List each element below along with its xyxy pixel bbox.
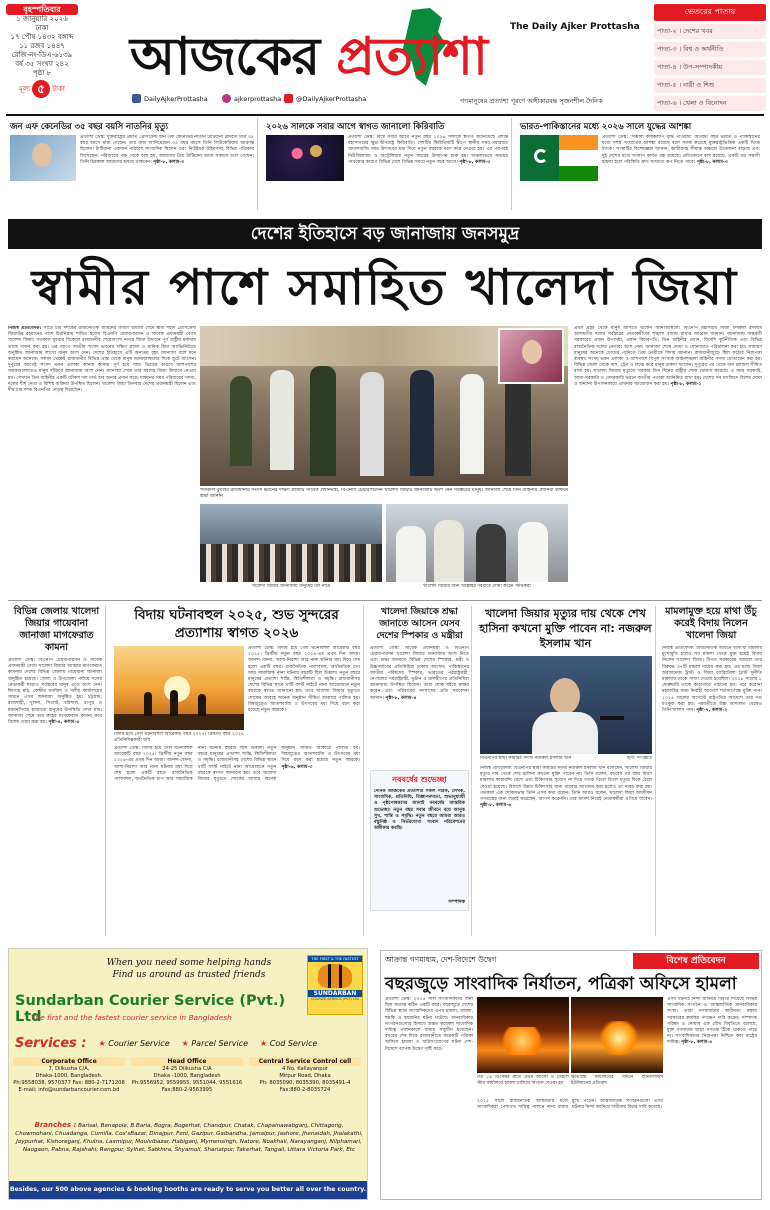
youtube-icon [284, 94, 293, 103]
instagram-link[interactable] [222, 94, 281, 103]
story-body: প্রত্যাশা ডেস্ক: সাবেক প্রধানমন্ত্রী ও বিএনপি চেয়ারপারসন খালেদা জিয়ার জানাজায় অংশ নিতে এবং শ্রদ্ধা জানাতে বিভিন্ন দেশের স্পিকার, মন্ত্রী ও উচ্চপর্যায়ের প্রতিনিধিরা ঢাকায় আসেন। পাকিস্তানের জাতীয় পরিষদের স্পিকার, ভারতের পররাষ্ট্রমন্ত্রী, নেপালের পররাষ্ট্রমন্ত্রী, ভুটান ও মালদ্বীপের প্রতিনিধিরা জানাজায় উপস্থিত ছিলেন। তারা শোক বইয়ে স্বাক্ষর করেন এবং পরিবারের সদস্যদের প্রতি সমবেদনা জানান। [370, 646, 469, 701]
story-gayebana[interactable] [8, 606, 106, 936]
office-head-office [131, 1057, 243, 1094]
section-rule [8, 600, 762, 601]
special-report[interactable] [380, 950, 762, 1200]
badge-top: THE FIRST & THE FASTEST [308, 956, 362, 962]
nazrul-photo [480, 656, 652, 754]
youtube-handle: @DailyAjkerProttasha [296, 94, 367, 103]
khaleda-portrait [498, 328, 564, 384]
story-title: বিভিন্ন জেলায় খালেদা জিয়ার গায়েবানা জানাজা মাগফেরাত কামনা [13, 606, 100, 653]
lead-text-right [574, 326, 762, 594]
story-body: প্রত্যাশা ডেস্ক: বিএনপি চেয়ারপারসন ও সাবেক প্রধানমন্ত্রী বেগম খালেদা জিয়ার আত্মার মাগফেরাত কামনায় দেশের বিভিন্ন জেলায় গায়েবানা জানাজা অনুষ্ঠিত হয়েছে। জেলা ও উপজেলা পর্যায়ে দলের নেতাকর্মী ছাড়াও সর্বস্তরের মানুষ এতে অংশ নেন। ঈদগাহ মাঠ, কেন্দ্রীয় মসজিদ ও দলীয় কার্যালয়ের সামনে এসব জানাজা অনুষ্ঠিত হয়। চট্টগ্রাম, রাজশাহী, খুলনা, সিলেট, বরিশাল, রংপুর ও ময়মনসিংহে হাজারো মানুষের উপস্থিতি দেখা যায়। জানাজা শেষে তার রুহের মাগফেরাত কামনা করে বিশেষ দোয়া করা হয়। [8, 658, 102, 726]
story-title: মামলামুক্ত হয়ে মাথা উঁচু করেই বিদায় নিলেন খালেদা জিয়া [665, 606, 757, 641]
office-head: Corporate Office [13, 1057, 125, 1066]
story-title: খালেদা জিয়াকে শ্রদ্ধা জানাতে আসেন যেসব দেশের স্পিকার ও মন্ত্রীরা [376, 607, 463, 641]
continued-link[interactable]: পৃষ্ঠা-৮, কলাম-৪ [385, 695, 417, 701]
instagram-handle: ajkerprottasha [234, 94, 282, 103]
story-body: সাড়ে চার দশকের রাজনৈতিক জীবনের বর্ণাঢ্য অধ্যায় শেষে স্বামী শহীদ প্রেসিডেন্ট জিয়াউর রহমানের পাশে চিরনিদ্রায় শায়িত হলেন বিএনপি চেয়ারপারসন ও সাবেক প্রধানমন্ত্রী বেগম খালেদা জিয়া। গতকাল বুধবার বিকেলে রাজধানীর শেরেবাংলা নগরে জিয়া উদ্যানে পূর্ণ রাষ্ট্রীয় মর্যাদায় তাকে দাফন করা হয়। এর আগে জাতীয় সংসদ ভবনের দক্ষিণ প্লাজা ও মানিক মিয়া অ্যাভিনিউতে অনুষ্ঠিত জানাজায় লাখো মানুষ অংশ নেন। দেশের ইতিহাসে এটি অন্যতম বৃহৎ জানাজা বলে মনে করছেন অনেকে। সকাল থেকেই রাজধানীর বিভিন্ন প্রান্ত থেকে মানুষ জানাজাস্থলের দিকে ছুটে আসেন। দুপুরের আগেই সংসদ ভবন এলাকা কানায় কানায় পূর্ণ হয়ে যায়। ভিড়ের কারণে আশপাশের সড়কগুলোতেও মানুষ দাঁড়িয়ে জানাজায় অংশ নেন। জানাজা শেষে তার মরদেহ জিয়া উদ্যানে নেওয়া হয়। সেখানে তিন বাহিনীর একটি চৌকস দল গার্ড অব অনার প্রদান করে। দাফনের সময় পরিবারের সদস্য, দলের শীর্ষ নেতা ও বিশিষ্ট ব্যক্তিরা উপস্থিত ছিলেন। খালেদা জিয়া তিনবার দেশের প্রধানমন্ত্রী ছিলেন এবং দীর্ঘ চার দশক বিএনপির নেতৃত্ব দিয়েছেন। [8, 326, 196, 394]
office-corporate [13, 1057, 125, 1094]
service-item [182, 1039, 248, 1048]
funeral-photo-main [200, 326, 568, 486]
story-body: প্রত্যাশা ডেস্ক: বিশ্বে সবার আগে নতুন বছর ২০২৬ সালকে স্বাগত জানিয়েছে প্রশান্ত মহাসাগরের ক্ষুদ্র দ্বীপরাষ্ট্র কিরিবাতি। দেশটির কিরিতিমাটি দ্বীপে স্থানীয় সময় মধ্যরাতে আতশবাজি আর উৎসবের মধ্য দিয়ে নতুন বছরকে বরণ করে নেওয়া হয়। এর পরপরই নিউজিল্যান্ড ও অস্ট্রেলিয়ায় নতুন বছরের উদযাপন শুরু হয়। অঞ্চলভেদে সময়ের পার্থক্যের কারণে বিভিন্ন দেশে বিভিন্ন সময়ে নতুন বছর আসে। [348, 135, 508, 165]
lead-text-left [8, 326, 196, 594]
continued-link[interactable]: পৃষ্ঠা-৮, কলাম-৩ [153, 159, 185, 165]
office-line: Ph:9556952, 9559955, 9551044, 9551616 [131, 1080, 243, 1086]
branches-list: Barisal, Benapole, B.Baria, Bogra, Bogerhat, Chandpur, Chatak, Chapainawabganj, Chittagong, Chowmohani, Chuadanga, Cumilla, Cox'sBazar, Dinajpur, Feni, Gazipur, Gaibandha, Jamalpur, Jashore, Jhenaidah, Jhalakathi, Joypurhat, Kishoreganj, Khulna, Laxmipur, Moulvibazar, Habiganj, Mymensingh, Natore, Noakhali, Narayanganj, Nilphamari, Naogaon, Pabna, Rajshahi, Rangpur, Sylhet, Satkhira, Shyamoli, Shariatpur, Takerhat, Tangail, Uttara Victoria Park, Etc [15, 1123, 363, 1153]
caption: গত ১৯ ডিসেম্বর রাতে প্রথম আলো ও ডেইলি স্টার কার্যালয়ে হামলা চালিয়ে আগুন দেওয়া হয় [477, 1075, 569, 1087]
office-control-cell [249, 1057, 361, 1094]
story-body: নিজস্ব প্রতিবেদক: রাজনৈতিক জীবনে অসংখ্য মামলার মুখোমুখি হলেও সব মামলা থেকে মুক্ত হয়েই বিদায় নিলেন খালেদা জিয়া। বিগত সরকারের আমলে তার বিরুদ্ধে ৩৭টি মামলা দায়ের করা হয়। এর মধ্যে জিয়া অরফানেজ ট্রাস্ট ও জিয়া চ্যারিটেবল ট্রাস্ট দুর্নীতি মামলায় তাকে সাজা দেওয়া হয়েছিল। ২০১৮ সালের ৮ ফেব্রুয়ারি তাকে কারাগারে পাঠানো হয়। পরে করোনা মহামারির সময় নির্বাহী আদেশে শর্তসাপেক্ষে মুক্তি পান। ২০২৪ সালের আগস্টে রাষ্ট্রপতির আদেশে তার দণ্ড মওকুফ করা হয়। পরবর্তীতে উচ্চ আদালত থেকেও তিনি খালাস পান। [662, 646, 762, 714]
price-label: মূল্য [19, 84, 31, 93]
office-line: Mirpur Road, Dhaka [279, 1073, 331, 1079]
service-item [260, 1039, 317, 1048]
greeting-text [374, 789, 465, 899]
ad-branches [15, 1121, 363, 1175]
masthead-date-block [6, 4, 78, 116]
facebook-icon [132, 94, 141, 103]
continued-link[interactable]: পৃষ্ঠা-৮, কলাম-১ [670, 381, 702, 387]
story-body: প্রত্যাশা ডেস্ক: ২০২৫ সাল সাংবাদিকদের জন্য ছিল অত্যন্ত কঠিন একটি বছর। বছরজুড়ে দেশের বিভিন্ন স্থানে সাংবাদিকদের ওপর হামলা, মামলা, হুমকি ও হয়রানির ঘটনা ঘটেছে। মানবাধিকার সংগঠনগুলোর হিসাবে অন্তত কয়েকশ সাংবাদিক দায়িত্ব পালনকালে বাধার সম্মুখীন হয়েছেন। বছরের শেষ দিকে রাজধানীতে কয়েকটি পত্রিকা অফিসে হামলা ও অগ্নিসংযোগের ঘটনা দেশ-বিদেশে ব্যাপক উদ্বেগ সৃষ্টি করে। [385, 997, 473, 1052]
inside-title: ভেতরের পাতায় [654, 4, 766, 21]
prayer-photo [386, 504, 568, 582]
lead-headline[interactable]: স্বামীর পাশে সমাহিত খালেদা জিয়া [31, 258, 739, 316]
ad-company: Sundarban Courier Service (Pvt.) Ltd [15, 993, 286, 1025]
byline: নিজস্ব প্রতিবেদক: [8, 326, 42, 331]
greeting-body: দৈনিক আজকের প্রত্যাশার সকল পাঠক, লেখক, সাংবাদিক, প্রতিনিধি, বিজ্ঞাপনদাতা, শুভানুধ্যায়ী ও পৃষ্ঠপোষকদের জানাই নববর্ষের আন্তরিক শুভেচ্ছা। নতুন বছর সবার জীবনে বয়ে আনুক সুখ, শান্তি ও সমৃদ্ধি। নতুন বছরে আমরা আরও বস্তুনিষ্ঠ ও নির্ভরযোগ্য সংবাদ পরিবেশনের অঙ্গীকার করছি। [374, 789, 465, 832]
price [6, 80, 78, 98]
special-text-left [385, 997, 473, 1195]
inside-item[interactable]: পাতা-৫ । নারী ও শিশু [654, 78, 766, 93]
facebook-handle: DailyAjkerProttasha [144, 94, 208, 103]
story-text [368, 646, 471, 766]
greeting-title: নববর্ষের শুভেচ্ছা [392, 775, 447, 784]
date-line: ১ জানুয়ারি ২০২৬ [16, 15, 68, 23]
star-icon: ★ [98, 1038, 106, 1048]
story-text [660, 646, 762, 922]
office-line: 4 No. Kallayanpur [281, 1066, 328, 1072]
caption: খালেদা জিয়ার জানাজায় মানুষের ঢল নামে [251, 584, 331, 589]
branches-label: Branches : [34, 1121, 77, 1129]
ad-tagline [79, 957, 299, 981]
ad-offices [13, 1057, 365, 1117]
office-line: Dhaka-1000, Bangladesh. [35, 1073, 103, 1079]
caption: ক্ষতিগ্রস্ত কার্যালয়ের সামনে জার্নালিস্টস ইউনিয়নের প্রতিবাদ [571, 1075, 663, 1087]
caption: গতকাল বুধবার রাজধানীর সংসদ ভবনের দক্ষিণ প্লাজায় সাবেক প্রধানমন্ত্রী, বিএনপি চেয়ারপারসন খালেদা জিয়ার জানাজায় অংশ নেন সর্বস্তরের মানুষ। জানাজা শেষে তিন বাহিনীর প্রধানরা কফিনে শ্রদ্ধা জানান [200, 488, 568, 500]
logo-word-red: প্রত্যাশা [336, 27, 488, 87]
greeting-sign: সম্পাদক [448, 899, 465, 905]
fireworks-photo [266, 135, 344, 181]
weekday: বৃহস্পতিবার [6, 4, 78, 15]
ad-footer: Besides, our 500 above agencies & booking booths are ready to serve you better all over the country. [9, 1181, 367, 1199]
office-line: 24-25 Dilkusha C/A [162, 1066, 212, 1072]
office-line: E-mail: info@sundarbancourier.com.bd [18, 1087, 120, 1093]
continued-link[interactable]: পৃষ্ঠা-৭, কলাম-২ [696, 708, 728, 714]
story-title: বিদায় ঘটনাবহুল ২০২৫, শুভ সুন্দরের প্রত্যাশায় স্বাগত ২০২৬ [134, 607, 339, 641]
office-line: Fax:880-2-8035724 [279, 1087, 331, 1093]
story-text [114, 746, 360, 934]
office-line: Ph:9558038, 9570377 Fax: 880-2-7171208 [13, 1080, 125, 1086]
price-unit: টাকা [52, 84, 65, 93]
date-line: ঢাকা [35, 24, 49, 32]
sunset-photo [114, 646, 244, 730]
top-story-title: ভারত-পাকিস্তানের মধ্যে ২০২৬ সালে যুদ্ধের আশঙ্কা [520, 121, 692, 131]
brand-english: The Daily Ajker Prottasha [510, 22, 640, 32]
top-story-text [602, 135, 760, 207]
badge-name: SUNDARBAN [308, 990, 362, 997]
story-body: প্রত্যাশা ডেস্ক: যুক্তরাষ্ট্রের প্রয়াত প্রেসিডেন্ট জন এফ কেনেডির নাতনি টাটিয়ানা স্লসবার্গ মাত্র ৩৫ বছর বয়সে মারা গেছেন। তার বাবা জানিয়েছেন ৩৫ বছর বয়সে তিনি লিউকেমিয়ায় আক্রান্ত ছিলেন। টাটিয়ানা একজন পরিবেশ সাংবাদিক ছিলেন এবং নিউইয়র্ক টাইমসসহ বিভিন্ন পত্রিকায় লিখেছেন। পরিবারের পক্ষ থেকে বলা হয়, আমাদের প্রিয় টাটিয়ানা আজ সকালে চলে গেছেন। তিনি চিরকাল আমাদের হৃদয়ে থাকবেন। [80, 135, 254, 165]
special-title[interactable]: বছরজুড়ে সাংবাদিক নির্যাতন, পত্রিকা অফিসে হামলা [385, 974, 737, 994]
service-item [99, 1039, 170, 1048]
top-story-title: জন এফ কেনেডির ৩৫ বছর বয়সি নাতনির মৃত্যু [10, 121, 169, 131]
story-body: ২০২৫ সালে রাজনৈতিক অস্থিরতার মধ্যে সাংবাদিকরা পেশাগত দায়িত্ব পালনে নানা বাধার মুখে পড়েন। আন্তর্জাতিক সংগঠনগুলো এসব ঘটনার নিন্দা জানিয়ে দায়ীদের বিচার দাবি করেছে। [477, 1099, 663, 1111]
inside-pages-box [654, 4, 766, 114]
photo-credit: ছবি: সংগৃহীত [627, 756, 652, 761]
story-text [8, 658, 105, 934]
office-head: Central Service Control cell [249, 1057, 361, 1066]
logo[interactable] [130, 8, 640, 88]
masthead-rule [6, 114, 764, 116]
story-new-year[interactable] [110, 606, 364, 936]
badge-sub: COURIER SERVICE (PVT) LTD [310, 997, 360, 1001]
inside-item[interactable]: পাতা-৩ । বিশ্ব ও অর্থনীতি [654, 42, 766, 57]
story-body: নিজস্ব প্রতিবেদক: বিএনপির স্থায়ী কমিটির সদস্য নজরুল ইসলাম খান বলেছেন, খালেদা জিয়ার মৃত্যুর দায় থেকে শেখ হাসিনা কখনো মুক্তি পাবেন না। তিনি বলেন, বছরের পর বছর মিথ্যা মামলায় কারাবন্দি রেখে এবং চিকিৎসার সুযোগ না দিয়ে তাকে তিলে তিলে মৃত্যুর দিকে ঠেলে দেওয়া হয়েছে। বিদেশে উন্নত চিকিৎসার জন্য বারবার আবেদন করা হলেও তা নাকচ করা হয়। গতকাল এক শোকসভায় তিনি এসব কথা বলেন। তিনি আরও বলেন, খালেদা জিয়া আজীবন গণতন্ত্রের জন্য লড়াই করেছেন, আপস করেননি। তার আদর্শ নিয়েই নেতাকর্মীরা এগিয়ে যাবেন। [480, 766, 652, 803]
special-text-mid [477, 1099, 663, 1195]
story-foreign-dignitaries[interactable] [368, 606, 472, 936]
office-line: 7, Dilkusha C/A, [48, 1066, 90, 1072]
office-line: Dhaka -1000, Bangladesh [153, 1073, 221, 1079]
story-text-side [248, 646, 360, 742]
top-story-text [348, 135, 508, 207]
office-head: Head Office [131, 1057, 243, 1066]
story-text [480, 766, 652, 934]
caption: খালেদা জিয়ার জন্য আল্লাহর দরবারে দোয়া করেন সমর্থকরা [423, 584, 531, 589]
logo-text [130, 16, 487, 103]
story-body: প্রথম প্রহর থেকে মানুষ আসতে থাকেন জানাজাস্থলে। বিএনপি মহাসচিব মির্জা ফখরুল ইসলাম আলমগীর দলের সর্বস্তরের নেতাকর্মীদের শৃঙ্খলা বজায় রাখার আহ্বান জানান। জানাজায় অন্তর্বর্তী সরকারের প্রধান উপদেষ্টা, প্রধান বিচারপতি, তিন বাহিনীর প্রধান, বিদেশি কূটনীতিক এবং বিভিন্ন রাজনৈতিক দলের নেতারা অংশ নেন। জানাজা শেষে দোয়া ও মোনাজাত পরিচালনা করা হয়। সাধারণ মানুষের অনেকে চোখের পানিতে প্রিয় নেত্রীকে বিদায় জানান। রাজধানীজুড়ে ছিল কঠোর নিরাপত্তা ব্যবস্থা। সংসদ ভবন এলাকা ও আশপাশে বিপুল সংখ্যক আইনশৃঙ্খলা বাহিনীর সদস্য মোতায়েন করা হয়। বিভিন্ন জেলা থেকে বাস, ট্রেন ও লঞ্চে করে মানুষ ঢাকায় আসেন। দুপুরের পর থেকে যান চলাচল সীমিত রাখা হয়। খালেদা জিয়ার মৃত্যুতে সরকার তিন দিনের রাষ্ট্রীয় শোক ঘোষণা করেছে। এ সময় সরকারি, আধা-সরকারি ও বেসরকারি ভবনে জাতীয় পতাকা অর্ধনমিত রাখা হয়। দেশের সব মসজিদে বিশেষ দোয়া ও অন্যান্য উপাসনালয়ে প্রার্থনার আয়োজন করা হয়। [574, 326, 762, 387]
fire-photo-right [571, 997, 663, 1073]
ad-tagline-1: When you need some helping hands [106, 958, 272, 968]
caption: বিদায় হয়ে গেল ঘটনাবহুল আরেকটি বছর ২০২৫। খ্রিস্টীয় বছর ২০২৫ প্রতিনিধিত্বকারী ছবি [114, 732, 244, 744]
special-text-right [667, 997, 757, 1195]
story-body: প্রত্যাশা ডেস্ক: বিদায় হয়ে গেল ঘটনাবহুল আরেকটি বছর ২০২৫। খ্রিস্টীয় নতুন বছর ২০২৬-এর প্রথম দিন আজ। আনন্দ-বেদনা, আশা-নিরাশা আর নানা ঘটনার মধ্য দিয়ে শেষ হলো একটি বছর। রাজনৈতিক পালাবদল, অর্থনৈতিক চাপ আর সামাজিক নানা ঘটনায় বছরটি ছিল উত্তাল। নতুন বছরে মানুষের প্রত্যাশা শান্তি, স্থিতিশীলতা ও সমৃদ্ধি। রাজধানীসহ দেশের বিভিন্ন স্থানে থার্টি ফার্স্ট নাইটে নানা আয়োজনে নতুন বছরকে স্বাগত জানানো হয়। তবে খালেদা জিয়ার মৃত্যুতে শোকের আবহে অনেক অনুষ্ঠান সীমিত আকারে পালিত হয়। বিশ্বজুড়েও আতশবাজি ও উৎসবের মধ্য দিয়ে বরণ করা হয়েছে নতুন বছরকে। [248, 646, 360, 714]
slogan: গণমানুষের প্রত্যাশা পূরণে অঙ্গীকারবদ্ধ সৃজনশীল দৈনিক [460, 97, 603, 105]
continued-link[interactable]: পৃষ্ঠা-৬, কলাম-৩ [281, 764, 313, 770]
sundarban-badge [307, 955, 363, 1015]
date-line: ১১ রজব ১৪৪৭ [19, 42, 65, 50]
special-kicker: আক্রান্ত গণমাধ্যম, দেশ-বিদেশে উদ্বেগ [385, 955, 497, 964]
story-body: প্রত্যাশা ডেস্ক: ‘সম্ভাব্য কার্যকলাপ বৃদ্ধি পাওয়ায়’ আগামী বছর ভারত ও পাকিস্তানের মধ্যে সশস্ত্র সংঘাতের আশঙ্কা রয়েছে বলে সতর্ক করেছে যুক্তরাষ্ট্রভিত্তিক একটি থিংক ট্যাংক। সংস্থাটির বিশেষজ্ঞরা জানান, কাশ্মীরসহ সীমান্ত অঞ্চলে উত্তেজনা বাড়ছে এবং দুই দেশের মধ্যে সংলাপ কার্যত বন্ধ রয়েছে। প্রতিবেদনে বলা হয়েছে, একটি বড় সন্ত্রাসী হামলা হলে পরিস্থিতি দ্রুত সংঘাতে রূপ নিতে পারে। [602, 135, 760, 165]
instagram-icon [222, 94, 231, 103]
story-hasina[interactable] [476, 606, 656, 936]
new-year-greeting-box [370, 770, 469, 911]
service-label: Cod Service [269, 1038, 318, 1048]
date-line: ১৭ পৌষ ১৪৩২ বঙ্গাব্দ [10, 33, 74, 41]
special-label: বিশেষ প্রতিবেদন [633, 953, 759, 969]
inside-item[interactable]: পাতা-২ । দেশের খবর [654, 24, 766, 39]
date-line: পৃষ্ঠা ৮ [32, 69, 52, 77]
date-line: বর্ষ ৩৫ সংখ্যা ২৪২ [15, 60, 69, 68]
top-story-text [80, 135, 254, 207]
fire-photo-left [477, 997, 569, 1073]
continued-link[interactable]: পৃষ্ঠা-৮, কলাম-৩ [696, 159, 728, 165]
ad-services [15, 1035, 363, 1051]
facebook-link[interactable] [132, 94, 208, 103]
continued-link[interactable]: পৃষ্ঠা-৮, কলাম-৪ [681, 1040, 713, 1046]
date-line: রেজি-নং-ডিএ-৬১৩৯ [11, 51, 73, 59]
story-body: প্রত্যাশা ডেস্ক: বিদায় হয়ে গেল ঘটনাবহুল আরেকটি বছর ২০২৫। খ্রিস্টীয় নতুন বছর ২০২৬-এর প্রথম দিন আজ। আনন্দ-বেদনা, আশা-নিরাশা আর নানা ঘটনার মধ্য দিয়ে শেষ হলো একটি বছর। রাজনৈতিক পালাবদল, অর্থনৈতিক চাপ আর সামাজিক নানা ঘটনায় বছরটি ছিল উত্তাল। নতুন বছরে মানুষের প্রত্যাশা শান্তি, স্থিতিশীলতা ও সমৃদ্ধি। রাজধানীসহ দেশের বিভিন্ন স্থানে থার্টি ফার্স্ট নাইটে নানা আয়োজনে নতুন বছরকে স্বাগত জানানো হয়। তবে খালেদা জিয়ার মৃত্যুতে শোকের আবহে অনেক অনুষ্ঠান সীমিত আকারে পালিত হয়। বিশ্বজুড়েও আতশবাজি ও উৎসবের মধ্য দিয়ে বরণ করা হয়েছে নতুন বছরকে। [114, 746, 360, 783]
youtube-link[interactable] [284, 94, 366, 103]
services-label: Services : [15, 1035, 87, 1051]
story-title: খালেদা জিয়ার মৃত্যুর দায় থেকে শেখ হাসিনা কখনো মুক্তি পাবেন না: নজরুল ইসলাম খান [479, 607, 652, 650]
inside-item[interactable]: পাতা-৪ । উপ-সম্পাদকীয় [654, 60, 766, 75]
top-story-kennedy[interactable] [6, 118, 258, 210]
office-line: Fax:880-2-9563995 [161, 1087, 213, 1093]
courier-advertisement[interactable] [8, 948, 368, 1200]
top-story-india-pakistan[interactable] [516, 118, 764, 210]
logo-word: আজকের [130, 27, 337, 87]
continued-link[interactable]: পৃষ্ঠা-৮, কলাম-৩ [459, 159, 491, 165]
flags-photo [520, 135, 598, 181]
continued-link[interactable]: পৃষ্ঠা-৮, কলাম-৬ [480, 803, 512, 809]
office-line: Ph: 8035090, 8035390, 8035491-4 [259, 1080, 351, 1086]
story-case-free[interactable] [660, 606, 762, 936]
tiger-icon [318, 964, 352, 988]
service-label: Courier Service [108, 1038, 170, 1048]
funeral-crowd-photo [200, 504, 382, 582]
story-body: এসব ঘটনার নিন্দা জানিয়ে বিবৃতি দিয়েছে বিভিন্ন সাংবাদিক সংগঠন ও আন্তর্জাতিক মানবাধিকার সংস্থা। তারা গণমাধ্যমের স্বাধীনতা রক্ষায় সরকারের কার্যকর পদক্ষেপ দাবি করেন। সম্পাদক পরিষদ ও নোয়াব এক যৌথ বিবৃতিতে বলেছে, মুক্ত গণমাধ্যম ছাড়া গণতন্ত্র টিকে থাকতে পারে না। সাংবাদিকদের নিরাপত্তা নিশ্চিত করা রাষ্ট্রের দায়িত্ব। [667, 997, 757, 1046]
star-icon: ★ [181, 1038, 189, 1048]
top-story-kiribati[interactable] [262, 118, 512, 210]
inside-item[interactable]: পাতা-৬ । খেলা ও বিনোদন [654, 96, 766, 111]
ad-subtitle: The first and the fastest courier service in Bangladesh [31, 1013, 232, 1022]
lead-banner: দেশের ইতিহাসে বড় জানাজায় জনসমুদ্র [8, 219, 762, 249]
star-icon: ★ [260, 1038, 268, 1048]
service-label: Parcel Service [191, 1038, 249, 1048]
continued-link[interactable]: পৃষ্ঠা-৪, কলাম-৫ [48, 720, 80, 726]
kennedy-photo [10, 135, 76, 181]
price-value: ৫ [32, 80, 50, 98]
ad-tagline-2: Find us around as trusted friends [112, 970, 266, 980]
caption: বিএনপির স্থায়ী কমিটির সদস্য নজরুল ইসলাম খান [480, 756, 572, 761]
top-story-title: ২০২৬ সালকে সবার আগে স্বাগত জানালো কিরিবাতি [266, 121, 445, 131]
